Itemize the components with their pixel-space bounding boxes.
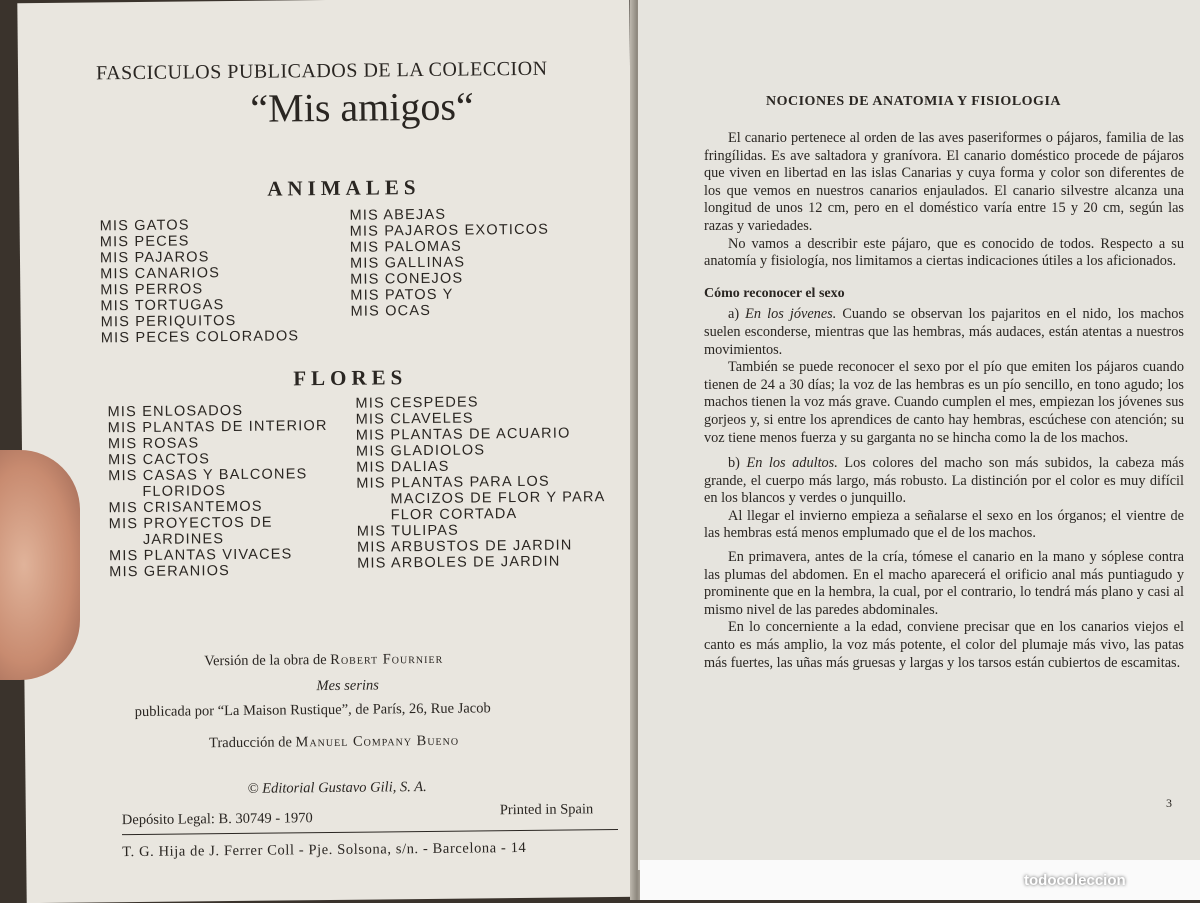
list-item: MIS ARBUSTOS DE JARDIN (356, 537, 573, 556)
list-item: MIS PLANTAS VIVACES (109, 546, 293, 565)
right-page (638, 0, 1200, 870)
collection-title: FASCICULOS PUBLICADOS DE LA COLECCION (95, 57, 548, 85)
paragraph: En primavera, antes de la cría, tómese el canario en la mano y sóplese contra las plumas del abdomen. En el macho aparecerá el orificio anal más puntiagudo y prominente que en la hembra, la cual, por el contrario, lo tendrá más plano y casi al mismo nivel de las paredes abdominales. (704, 549, 1184, 618)
list-item: MIS GERANIOS (109, 563, 231, 581)
flores-list-col1 (108, 402, 330, 580)
list-item: MIS PLANTAS DE ACUARIO (355, 425, 571, 444)
paragraph: En lo concerniente a la edad, conviene precisar que en los canarios viejos el canto es más amplio, la voz más potente, el color del plumaje más vivo, las patas más fuertes, las uñas más gruesas y largas y los tarsos están cubiertos de escamitas. (704, 619, 1184, 671)
list-item: MIS GLADIOLOS (355, 442, 486, 460)
article-body (704, 130, 1184, 672)
deposito-legal: Depósito Legal: B. 30749 - 1970 (121, 810, 313, 829)
list-item: MIS GATOS (99, 217, 190, 235)
original-title: Mes serins (316, 677, 379, 695)
translation-prefix: Traducción de (208, 734, 292, 752)
version-prefix: Versión de la obra de (204, 652, 327, 670)
paragraph (704, 455, 1184, 508)
list-item: MIS PATOS Y (350, 286, 454, 304)
flores-heading: FLORES (293, 365, 408, 391)
paragraph: También se puede reconocer el sexo por el pío que emiten los pájaros cuando tienen de 24 a 30 días; la voz de las hembras es un pío sencillo, en tono agudo; los machos tienen la voz más grave. Cuando cumplen el mes, empiezan los jóvenes sus gorjeos y, si entre los aprendices de canto hay hembras, escúchese con atención; su voz tiene menos fuerza y su garganta no se hincha como la de los machos. (704, 359, 1184, 446)
list-item: MIS PALOMAS (349, 238, 463, 256)
list-item: MIS ARBOLES DE JARDIN (357, 553, 561, 572)
list-item: MIS CONEJOS (350, 270, 464, 288)
list-item: MIS ABEJAS (349, 206, 447, 224)
list-item: MIS PAJAROS (99, 249, 210, 267)
flores-list-col2 (355, 393, 606, 572)
publisher-line: publicada por “La Maison Rustique”, de París, 26, Rue Jacob (134, 700, 491, 721)
section-text: Cuando se observan los pajaritos en el nido, los machos suelen esconderse, mientras que las hembras, más audaces, están atentas a nuestros movimientos. (704, 306, 1184, 358)
section-lead: En los jóvenes. (745, 306, 837, 323)
list-item: MIS PLANTAS DE INTERIOR (107, 418, 328, 437)
list-item: MIS CANARIOS (100, 265, 221, 283)
list-item: MIS TULIPAS (356, 522, 460, 540)
list-item: MIS DALIAS (356, 458, 450, 476)
list-item: MIS ROSAS (107, 435, 200, 453)
list-item: MIS OCAS (350, 302, 432, 320)
subheading: Cómo reconocer el sexo (704, 285, 845, 301)
list-item: MIS CLAVELES (355, 410, 474, 428)
list-item: MIS GALLINAS (349, 254, 466, 272)
list-item: MIS TORTUGAS (100, 297, 225, 315)
list-item: MIS ENLOSADOS (107, 402, 244, 421)
list-item: MIS CRISANTEMOS (108, 498, 263, 517)
section-label: b) (728, 455, 740, 472)
list-item: MIS CACTOS (108, 451, 211, 469)
list-item: MIS PLANTAS PARA LOS (356, 473, 550, 492)
list-item: MIS CASAS Y BALCONES (108, 466, 308, 485)
list-item: FLORIDOS (142, 483, 227, 500)
paragraph (704, 306, 1184, 359)
list-item: MIS PROYECTOS DE (108, 514, 273, 533)
list-item: MIS PECES COLORADOS (100, 328, 300, 347)
divider (122, 829, 618, 835)
collection-name: “Mis amigos“ (250, 83, 474, 131)
author-name: Robert Fournier (330, 650, 444, 668)
list-item: MIS PAJAROS EXOTICOS (349, 221, 550, 240)
list-item: FLOR CORTADA (390, 506, 518, 524)
paragraph: Al llegar el invierno empieza a señalarse el sexo en los órganos; el vientre de las hembras está menos emplumado que el de los machos. (704, 507, 1184, 542)
animales-list-col2 (349, 206, 550, 320)
paragraph: El canario pertenece al orden de las aves paseriformes o pájaros, familia de las fringílidas. Es ave saltadora y granívora. El canario doméstico procede de pájaros que viven en libertad en las islas Canarias y cuya forma y color son diferentes de los que vemos en nuestros canarios enjaulados. El canario silvestre alcanza una longitud de unos 12 cm, pero en el doméstico varía entre 15 y 20 cm, según las razas y variedades. (704, 130, 1184, 234)
list-item: MIS PECES (99, 233, 190, 251)
section-lead: En los adultos. (746, 455, 838, 472)
chapter-title: NOCIONES DE ANATOMIA Y FISIOLOGIA (766, 94, 1061, 109)
version-line (204, 651, 443, 671)
list-item: JARDINES (142, 531, 225, 548)
list-item: MACIZOS DE FLOR Y PARA (390, 489, 606, 508)
translator-name: Manuel Company Bueno (295, 732, 460, 751)
thumb (0, 450, 80, 680)
paragraph: No vamos a describir este pájaro, que es conocido de todos. Respecto a su anatomía y fisiología, nos limitamos a ciertas indicaciones útiles a los aficionados. (704, 235, 1184, 270)
animales-list-col1 (100, 216, 300, 346)
printer-line: T. G. Hija de J. Ferrer Coll - Pje. Solsona, s/n. - Barcelona - 14 (122, 839, 527, 861)
list-item: MIS CESPEDES (355, 394, 479, 412)
watermark-logo: todocoleccion (1024, 872, 1126, 889)
printed-in-spain: Printed in Spain (499, 801, 594, 819)
animales-heading: ANIMALES (267, 175, 421, 201)
section-label: a) (728, 306, 740, 323)
section-text: Los colores del macho son más subidos, la cabeza más grande, el cuerpo más largo, más robusto. La distinción por el color es muy difícil en los blancos y verdes o junquillo. (704, 455, 1185, 507)
left-page (17, 0, 638, 903)
translation-line (209, 733, 459, 753)
page-number: 3 (1166, 796, 1172, 810)
list-item: MIS PERIQUITOS (100, 312, 237, 331)
copyright: © Editorial Gustavo Gili, S. A. (247, 778, 427, 797)
list-item: MIS PERROS (100, 281, 204, 299)
